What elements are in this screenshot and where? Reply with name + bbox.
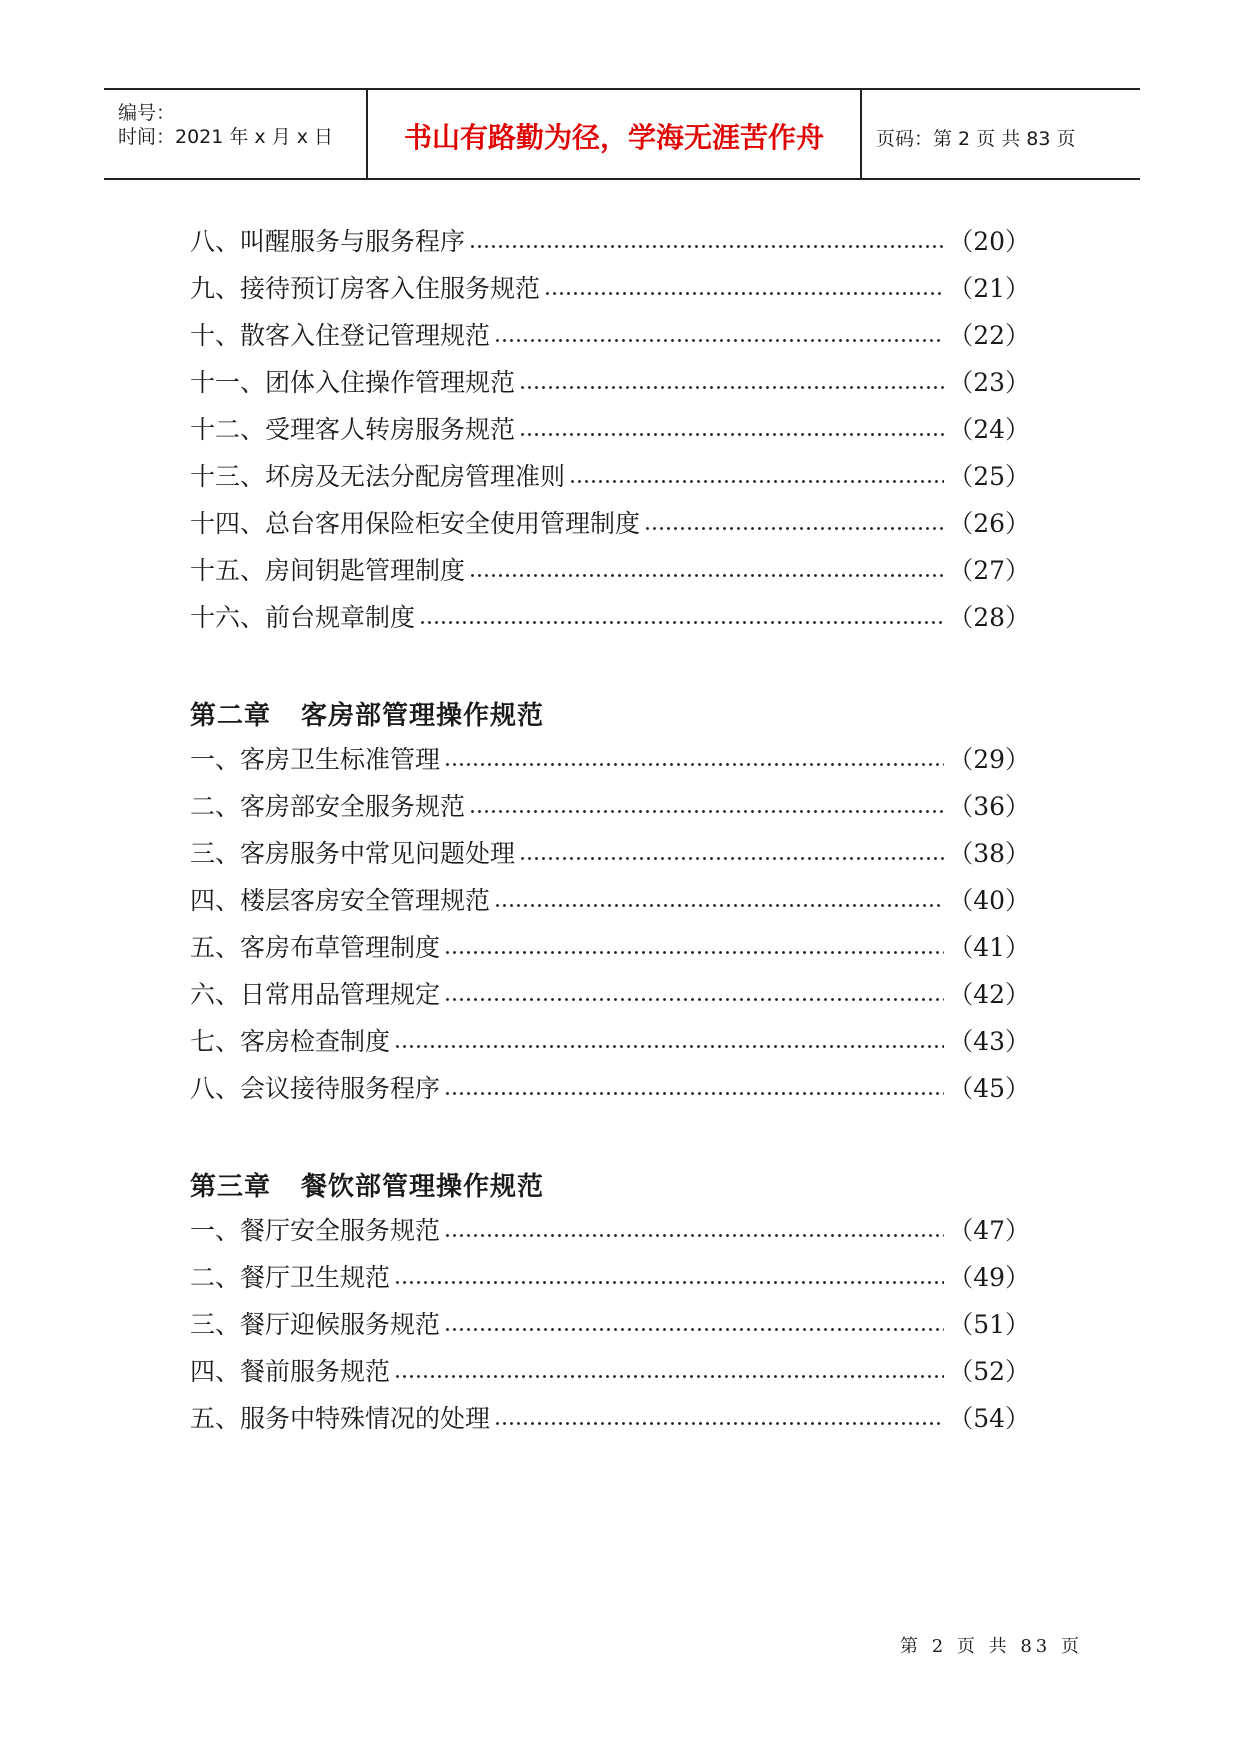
toc-leader-dots [444,951,944,954]
toc-leader-dots [394,1045,944,1048]
toc-leader-dots [444,998,944,1001]
toc-leader-dots [419,621,944,624]
toc-entry[interactable] [190,225,1030,259]
toc-entry-page: （42） [948,980,1030,1009]
toc-entry[interactable] [190,978,1030,1012]
toc-entry-page: （21） [948,274,1030,303]
toc-entry-title: 八、叫醒服务与服务程序 [190,227,466,256]
toc-leader-dots [444,1234,944,1237]
toc-entry-page: （20） [948,227,1030,256]
header-page-info: 页码：第 2 页 共 83 页 [876,128,1076,150]
toc-entry-page: （40） [948,886,1030,915]
toc-entry[interactable] [190,1402,1030,1436]
page-header [104,88,1140,180]
toc-entry-title: 五、服务中特殊情况的处理 [190,1404,491,1433]
toc-leader-dots [544,292,944,295]
toc-entry-page: （51） [948,1310,1030,1339]
toc-leader-dots [519,433,944,436]
toc-entry-page: （27） [948,556,1030,585]
toc-entry-title: 四、餐前服务规范 [190,1357,391,1386]
toc-entry-page: （36） [948,792,1030,821]
toc-entry-page: （41） [948,933,1030,962]
toc-entry-title: 三、餐厅迎候服务规范 [190,1310,441,1339]
toc-entry-title: 二、餐厅卫生规范 [190,1263,391,1292]
toc-leader-dots [469,245,944,248]
toc-leader-dots [569,480,944,483]
toc-entry-page: （54） [948,1404,1030,1433]
toc-entry-title: 十六、前台规章制度 [190,603,416,632]
toc-entry-page: （22） [948,321,1030,350]
toc-entry-page: （29） [948,745,1030,774]
toc-entry-title: 二、客房部安全服务规范 [190,792,466,821]
toc-entry[interactable] [190,1214,1030,1248]
toc-entry-title: 八、会议接待服务程序 [190,1074,441,1103]
toc-entry[interactable] [190,837,1030,871]
toc-entry[interactable] [190,319,1030,353]
toc-entry-page: （28） [948,603,1030,632]
toc-entry-page: （38） [948,839,1030,868]
document-number-label: 编号： [118,102,176,124]
toc-entry[interactable] [190,554,1030,588]
toc-leader-dots [394,1281,944,1284]
toc-entry[interactable] [190,743,1030,777]
toc-entry-title: 十三、坏房及无法分配房管理准则 [190,462,566,491]
toc-entry-page: （47） [948,1216,1030,1245]
toc-entry[interactable] [190,790,1030,824]
header-middle-cell [368,90,862,178]
toc-entry-title: 七、客房检查制度 [190,1027,391,1056]
chapter-title: 餐饮部管理操作规范 [301,1172,545,1202]
toc-leader-dots [494,1422,944,1425]
chapter-number: 第三章 [190,1172,272,1202]
toc-entry-title: 五、客房布草管理制度 [190,933,441,962]
toc-entry-title: 十二、受理客人转房服务规范 [190,415,516,444]
toc-leader-dots [444,1328,944,1331]
toc-entry-page: （26） [948,509,1030,538]
toc-entry[interactable] [190,272,1030,306]
toc-entry-title: 三、客房服务中常见问题处理 [190,839,516,868]
toc-entry-page: （45） [948,1074,1030,1103]
toc-entry[interactable] [190,1308,1030,1342]
toc-entry-page: （25） [948,462,1030,491]
toc-entry[interactable] [190,884,1030,918]
toc-entry-title: 一、餐厅安全服务规范 [190,1216,441,1245]
chapter-heading-3[interactable] [190,1166,544,1203]
toc-leader-dots [469,810,944,813]
toc-entry[interactable] [190,507,1030,541]
toc-leader-dots [494,339,944,342]
toc-entry[interactable] [190,601,1030,635]
toc-entry-title: 六、日常用品管理规定 [190,980,441,1009]
toc-leader-dots [444,1092,944,1095]
toc-leader-dots [644,527,944,530]
toc-entry-title: 十五、房间钥匙管理制度 [190,556,466,585]
toc-leader-dots [469,574,944,577]
toc-leader-dots [494,904,944,907]
toc-entry-page: （49） [948,1263,1030,1292]
chapter-title: 客房部管理操作规范 [301,701,545,731]
toc-entry-page: （43） [948,1027,1030,1056]
toc-entry-title: 九、接待预订房客入住服务规范 [190,274,541,303]
page-footer: 第 2 页 共 83 页 [900,1636,1083,1657]
toc-leader-dots [444,763,944,766]
toc-entry[interactable] [190,1072,1030,1106]
toc-entry-page: （52） [948,1357,1030,1386]
chapter-number: 第二章 [190,701,272,731]
toc-entry[interactable] [190,460,1030,494]
toc-entry-title: 一、客房卫生标准管理 [190,745,441,774]
toc-entry-page: （23） [948,368,1030,397]
toc-leader-dots [519,386,944,389]
toc-leader-dots [519,857,944,860]
toc-entry[interactable] [190,1261,1030,1295]
document-date: 时间：2021 年 x 月 x 日 [118,126,334,148]
header-right-cell [862,90,1136,178]
toc-entry[interactable] [190,931,1030,965]
chapter-heading-2[interactable] [190,695,544,732]
toc-entry-title: 十、散客入住登记管理规范 [190,321,491,350]
toc-entry[interactable] [190,413,1030,447]
toc-entry[interactable] [190,366,1030,400]
toc-entry-page: （24） [948,415,1030,444]
toc-entry-title: 十一、团体入住操作管理规范 [190,368,516,397]
toc-entry[interactable] [190,1355,1030,1389]
header-left-cell [104,90,368,178]
toc-entry[interactable] [190,1025,1030,1059]
header-motto: 书山有路勤为径，学海无涯苦作舟 [403,121,824,154]
toc-leader-dots [394,1375,944,1378]
toc-entry-title: 十四、总台客用保险柜安全使用管理制度 [190,509,641,538]
toc-entry-title: 四、楼层客房安全管理规范 [190,886,491,915]
